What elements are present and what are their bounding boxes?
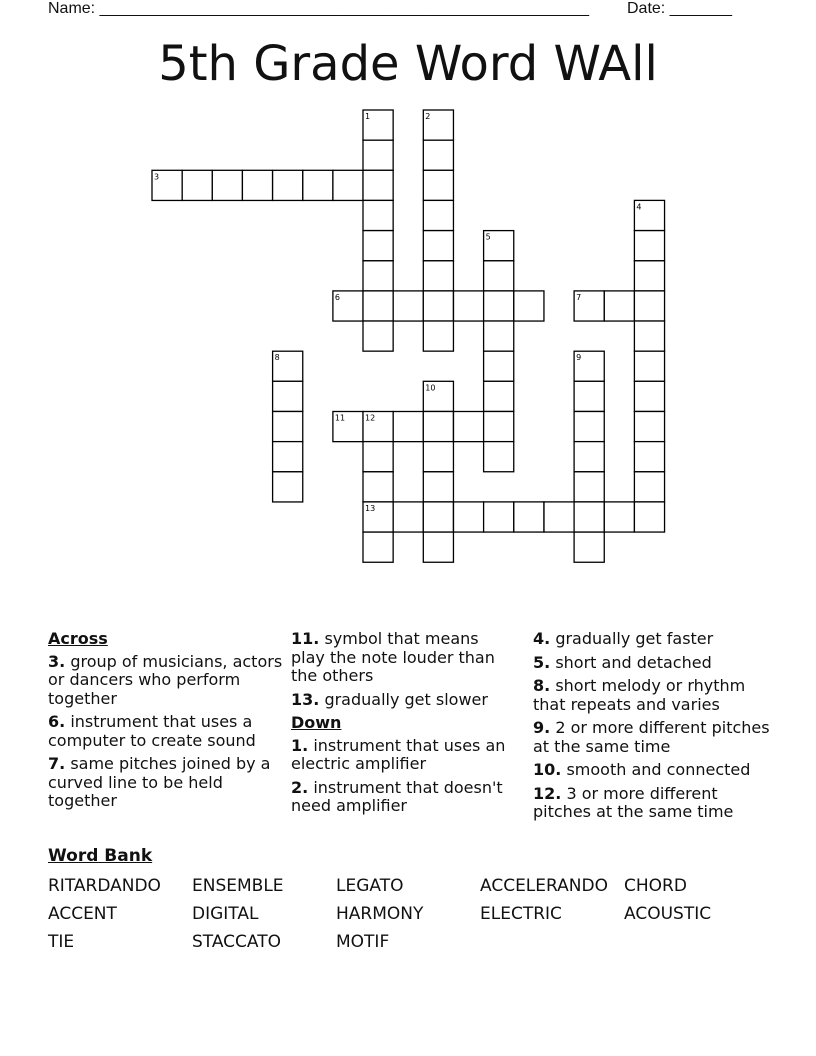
cell-number: 2 bbox=[425, 112, 431, 121]
grid-cell bbox=[273, 412, 303, 442]
cell-number: 6 bbox=[334, 292, 340, 302]
clue-number: 5. bbox=[533, 652, 551, 672]
grid-cell bbox=[604, 291, 634, 321]
grid-cell bbox=[423, 261, 453, 291]
word-bank-item: ELECTRIC bbox=[480, 904, 562, 924]
grid-cell bbox=[363, 231, 393, 261]
clue-text: 2 or more different pitches at the same time bbox=[533, 718, 770, 756]
grid-cell bbox=[423, 291, 453, 321]
word-bank-item: HARMONY bbox=[336, 904, 424, 924]
clue-down-4 bbox=[533, 630, 773, 649]
clue-number: 12. bbox=[533, 783, 562, 803]
clue-text: instrument that uses a computer to create sound bbox=[48, 712, 256, 750]
grid-cell bbox=[363, 291, 393, 321]
clue-text: symbol that means play the note louder than the others bbox=[291, 629, 495, 685]
grid-cell bbox=[634, 502, 664, 532]
grid-cell bbox=[484, 412, 514, 442]
name-field-line: Name: _______________________________________________________ bbox=[48, 0, 589, 17]
grid-cell bbox=[574, 442, 604, 472]
clue-text: smooth and connected bbox=[566, 760, 751, 779]
cell-number: 4 bbox=[636, 202, 642, 212]
grid-cell bbox=[423, 231, 453, 261]
grid-cell bbox=[484, 261, 514, 291]
cell-number: 1 bbox=[365, 112, 371, 121]
clue-number: 8. bbox=[533, 676, 551, 695]
clue-number: 4. bbox=[533, 629, 551, 648]
clue-down-8 bbox=[533, 677, 773, 714]
grid-cell bbox=[484, 321, 514, 351]
clue-across-7 bbox=[48, 755, 283, 811]
word-bank-item: TIE bbox=[48, 932, 75, 952]
clue-number: 1. bbox=[291, 735, 309, 755]
grid-cell bbox=[423, 532, 453, 562]
clue-down-10 bbox=[533, 761, 773, 780]
clue-down-12 bbox=[533, 785, 773, 822]
grid-cell bbox=[484, 502, 514, 532]
grid-cell bbox=[454, 412, 484, 442]
word-bank-item: CHORD bbox=[624, 876, 687, 896]
grid-cell bbox=[303, 170, 333, 200]
grid-cell bbox=[574, 381, 604, 411]
clue-across-3 bbox=[48, 653, 283, 709]
clues-column-2 bbox=[291, 630, 516, 821]
grid-cell bbox=[363, 442, 393, 472]
grid-cell bbox=[423, 502, 453, 532]
word-bank-title: Word Bank bbox=[48, 846, 153, 866]
clue-down-2 bbox=[291, 779, 516, 816]
clue-number: 10. bbox=[533, 760, 562, 779]
word-bank-item: ACOUSTIC bbox=[624, 904, 712, 924]
grid-cell bbox=[634, 231, 664, 261]
grid-cell bbox=[393, 412, 423, 442]
grid-cell bbox=[634, 291, 664, 321]
clue-down-9 bbox=[533, 719, 773, 756]
word-bank-item: RITARDANDO bbox=[48, 876, 161, 896]
clue-text: instrument that doesn't need amplifier bbox=[291, 777, 503, 815]
grid-cell bbox=[363, 170, 393, 200]
across-heading: Across bbox=[48, 629, 108, 648]
cell-number: 9 bbox=[576, 353, 582, 363]
grid-cell bbox=[634, 351, 664, 381]
grid-cell bbox=[634, 412, 664, 442]
grid-cell bbox=[363, 200, 393, 230]
cell-number: 5 bbox=[485, 232, 491, 242]
clue-across-11 bbox=[291, 630, 516, 686]
grid-cell bbox=[484, 291, 514, 321]
grid-cell bbox=[544, 502, 574, 532]
grid-cell bbox=[423, 200, 453, 230]
clue-text: short and detached bbox=[555, 652, 712, 672]
grid-cell bbox=[182, 170, 212, 200]
clue-text: 3 or more different pitches at the same time bbox=[533, 783, 734, 821]
clue-down-1 bbox=[291, 737, 516, 774]
grid-cell bbox=[484, 442, 514, 472]
grid-cell bbox=[423, 442, 453, 472]
grid-cell bbox=[423, 140, 453, 170]
clue-text: gradually get slower bbox=[324, 689, 488, 709]
grid-cell bbox=[454, 502, 484, 532]
grid-cell bbox=[242, 170, 272, 200]
grid-cell bbox=[634, 381, 664, 411]
grid-cell bbox=[363, 321, 393, 351]
grid-cell bbox=[634, 261, 664, 291]
cell-number: 13 bbox=[365, 503, 376, 513]
grid-cell bbox=[574, 532, 604, 562]
word-bank-item: DIGITAL bbox=[192, 904, 259, 924]
date-field-line: Date: _______ bbox=[627, 0, 732, 17]
grid-cell bbox=[634, 472, 664, 502]
grid-cell bbox=[273, 442, 303, 472]
grid-cell bbox=[363, 532, 393, 562]
clue-text: instrument that uses an electric amplifier bbox=[291, 735, 506, 773]
clue-text: group of musicians, actors or dancers who perform together bbox=[48, 651, 283, 708]
grid-cell bbox=[423, 472, 453, 502]
clue-text: same pitches joined by a curved line to be held together bbox=[48, 754, 271, 810]
word-bank-item: ACCELERANDO bbox=[480, 876, 608, 896]
grid-cell bbox=[363, 140, 393, 170]
grid-cell bbox=[634, 442, 664, 472]
clue-number: 6. bbox=[48, 712, 66, 731]
clue-number: 11. bbox=[291, 629, 320, 648]
clue-number: 9. bbox=[533, 718, 551, 737]
clue-across-6 bbox=[48, 713, 283, 750]
word-bank-item: ENSEMBLE bbox=[192, 876, 284, 896]
cell-number: 3 bbox=[154, 172, 160, 182]
grid-cell bbox=[484, 351, 514, 381]
word-bank-item: ACCENT bbox=[48, 904, 117, 924]
cell-number: 10 bbox=[425, 383, 436, 393]
word-bank-item: LEGATO bbox=[336, 876, 404, 896]
down-heading: Down bbox=[291, 713, 342, 732]
grid-cell bbox=[273, 170, 303, 200]
grid-cell bbox=[484, 381, 514, 411]
clue-number: 7. bbox=[48, 754, 66, 773]
clue-text: short melody or rhythm that repeats and varies bbox=[533, 676, 746, 714]
clue-down-5 bbox=[533, 654, 773, 673]
grid-cell bbox=[212, 170, 242, 200]
grid-cell bbox=[393, 291, 423, 321]
grid-cell bbox=[574, 412, 604, 442]
grid-cell bbox=[634, 321, 664, 351]
grid-cell bbox=[423, 170, 453, 200]
grid-cell bbox=[393, 502, 423, 532]
clues-column-3 bbox=[533, 630, 773, 827]
grid-cell bbox=[363, 472, 393, 502]
grid-cell bbox=[574, 472, 604, 502]
grid-cell bbox=[423, 321, 453, 351]
clue-number: 2. bbox=[291, 777, 309, 797]
grid-cell bbox=[604, 502, 634, 532]
grid-cell bbox=[423, 412, 453, 442]
grid-cell bbox=[273, 381, 303, 411]
word-bank-item: STACCATO bbox=[192, 932, 282, 952]
page-title: 5th Grade Word WAll bbox=[158, 36, 658, 92]
grid-cell bbox=[514, 502, 544, 532]
word-bank-item: MOTIF bbox=[336, 932, 390, 952]
cell-number: 8 bbox=[274, 353, 280, 363]
grid-cell bbox=[574, 502, 604, 532]
clue-number: 3. bbox=[48, 651, 66, 671]
grid-cell bbox=[454, 291, 484, 321]
cell-number: 11 bbox=[334, 413, 346, 423]
clue-across-13 bbox=[291, 691, 516, 710]
cell-number: 12 bbox=[365, 413, 376, 423]
clue-number: 13. bbox=[291, 689, 320, 709]
clues-column-1 bbox=[48, 630, 283, 816]
grid-cell bbox=[514, 291, 544, 321]
grid-cell bbox=[273, 472, 303, 502]
grid-cell bbox=[363, 261, 393, 291]
cell-number: 7 bbox=[576, 292, 582, 302]
clue-text: gradually get faster bbox=[555, 629, 714, 648]
grid-cell bbox=[333, 170, 363, 200]
